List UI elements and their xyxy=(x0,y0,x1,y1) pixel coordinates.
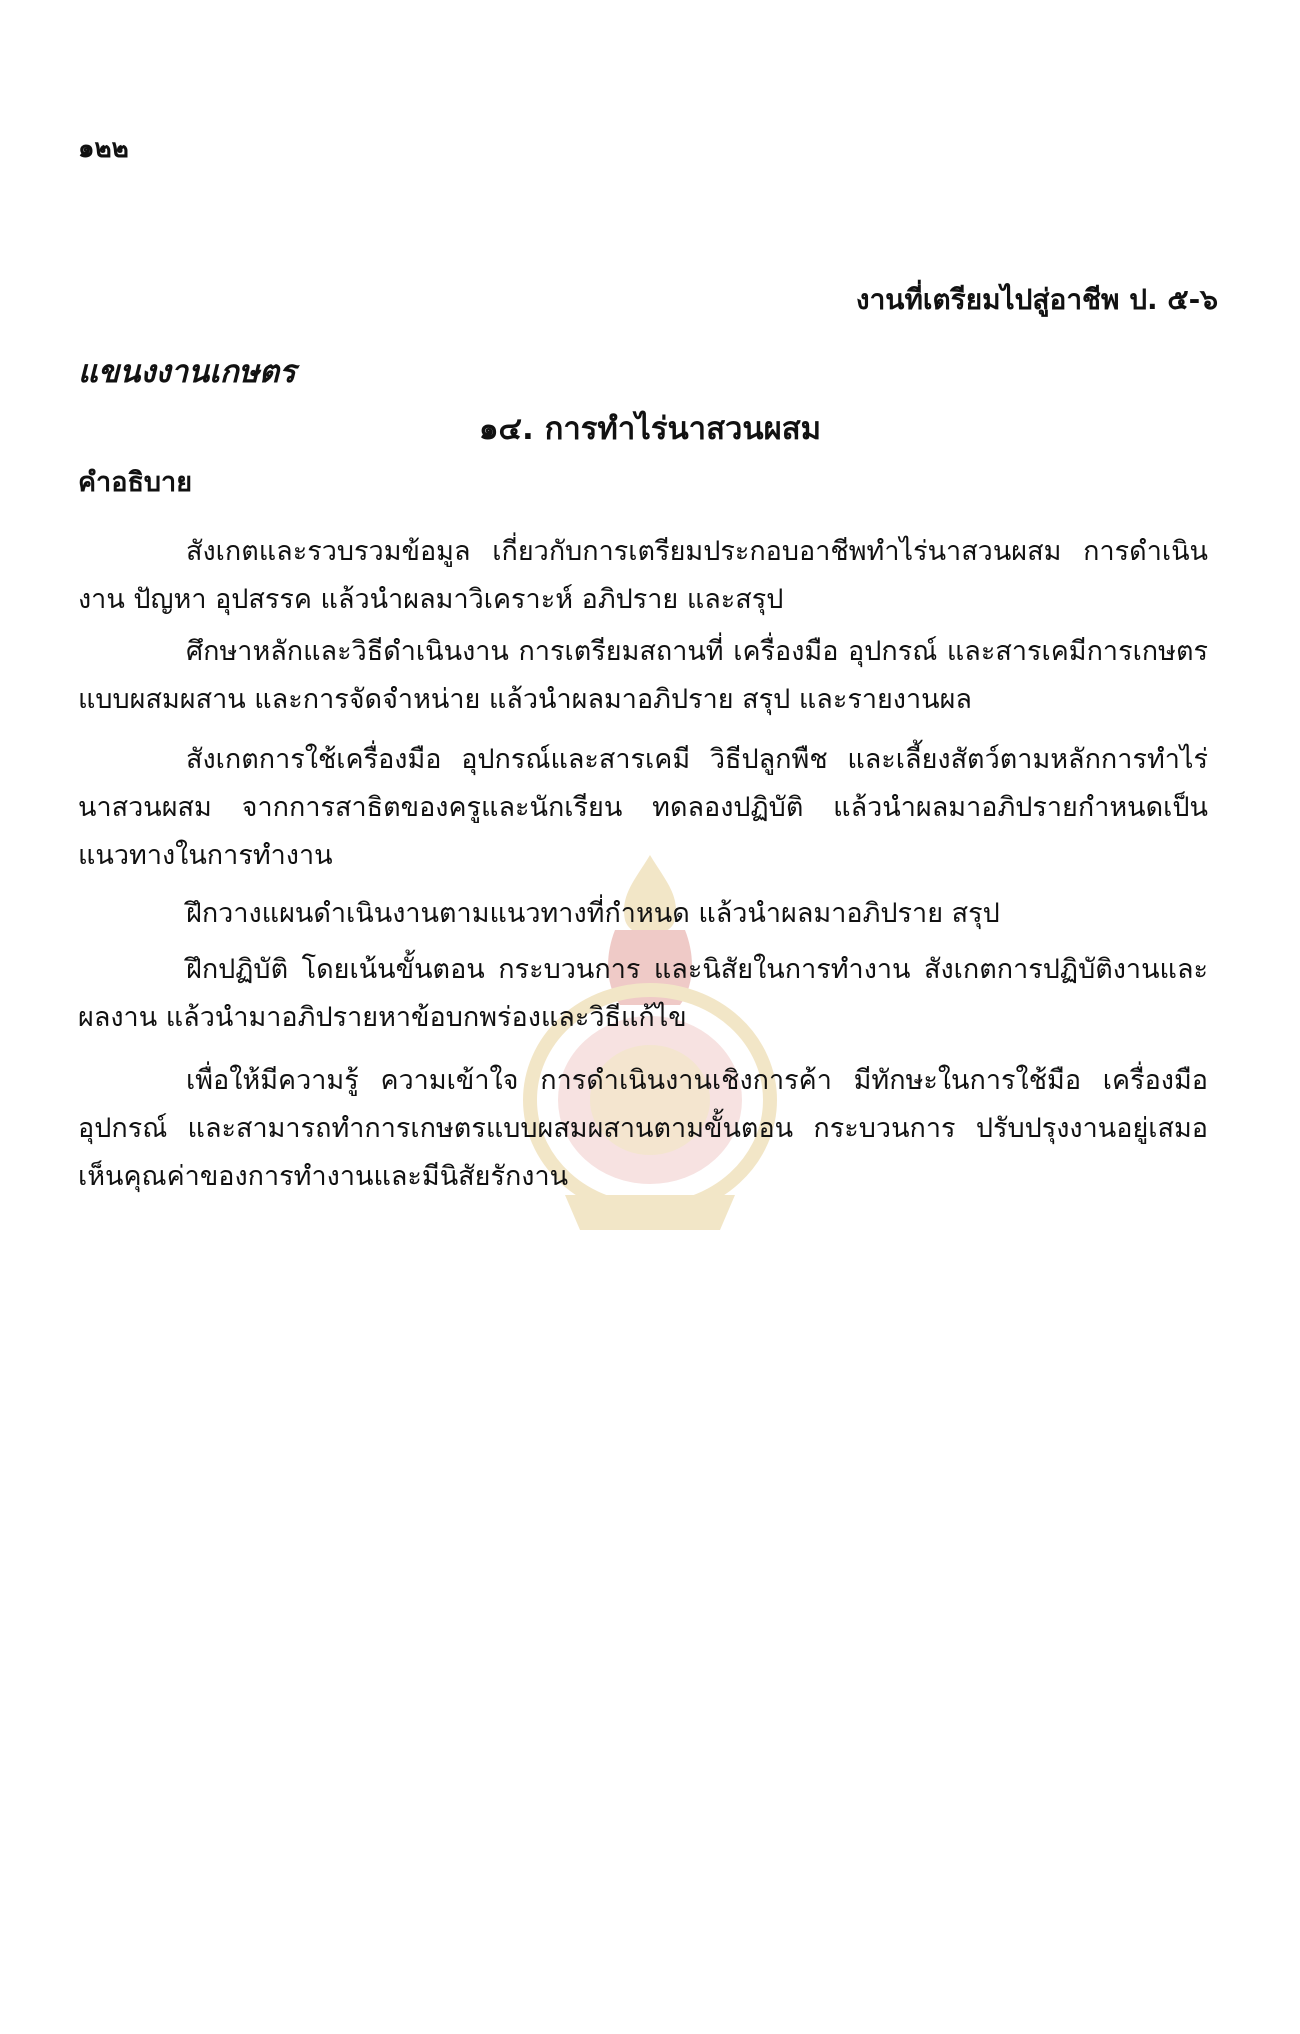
description-heading: คำอธิบาย xyxy=(78,467,193,498)
page-number: ๑๒๒ xyxy=(78,134,129,164)
description-paragraph-3: สังเกตการใช้เครื่องมือ อุปกรณ์และสารเคมี วิธีปลูกพืช และเลี้ยงสัตว์ตามหลักการทำไร่นาสวนผสม จากการสาธิตของครูและนักเรียน ทดลองปฏิบัติ แล้วนำผลมาอภิปรายกำหนดเป็นแนวทางในการทำงาน xyxy=(78,744,1208,871)
purpose-paragraph: เพื่อให้มีความรู้ ความเข้าใจ การดำเนินงานเชิงการค้า มีทักษะในการใช้มือ เครื่องมือ อุปกรณ์ และสามารถทำการเกษตรแบบผสมผสานตามขั้นตอน กระบวนการ ปรับปรุงงานอยู่เสมอ เห็นคุณค่าของการทำงานและมีนิสัยรักงาน xyxy=(78,1065,1208,1192)
chapter-title: ๑๔. การทำไร่นาสวนผสม xyxy=(478,411,822,447)
description-paragraph-5: ฝึกปฏิบัติ โดยเน้นขั้นตอน กระบวนการ และนิสัยในการทำงาน สังเกตการปฏิบัติงานและผลงาน แล้วนำมาอภิปรายหาข้อบกพร่องและวิธีแก้ไข xyxy=(78,954,1208,1033)
description-paragraph-4: ฝึกวางแผนดำเนินงานตามแนวทางที่กำหนด แล้วนำผลมาอภิปราย สรุป xyxy=(186,898,1000,929)
section-label: แขนงงานเกษตร xyxy=(78,354,296,390)
description-paragraph-2: ศึกษาหลักและวิธีดำเนินงาน การเตรียมสถานที่ เครื่องมือ อุปกรณ์ และสารเคมีการเกษตร แบบผสมผสาน และการจัดจำหน่าย แล้วนำผลมาอภิปราย สรุป และรายงานผล xyxy=(78,636,1208,715)
running-header: งานที่เตรียมไปสู่อาชีพ ป. ๕-๖ xyxy=(855,283,1218,316)
description-paragraph-1: สังเกตและรวบรวมข้อมูล เกี่ยวกับการเตรียมประกอบอาชีพทำไร่นาสวนผสม การดำเนินงาน ปัญหา อุปสรรค แล้วนำผลมาวิเคราะห์ อภิปราย และสรุป xyxy=(78,536,1208,615)
